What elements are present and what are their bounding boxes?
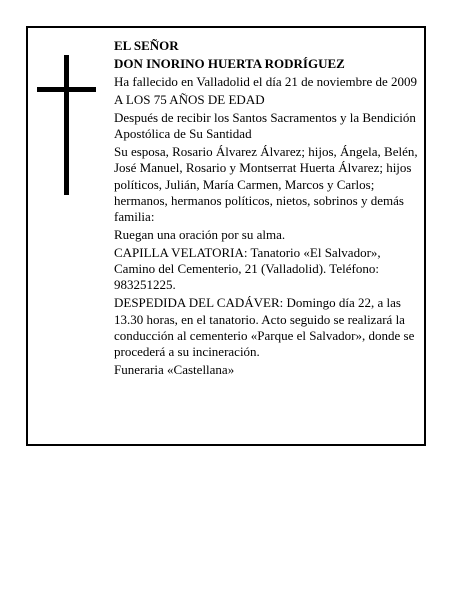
death-info: Ha fallecido en Valladolid el día 21 de noviembre de 2009: [114, 74, 417, 89]
family-paragraph: Su esposa, Rosario Álvarez Álvarez; hijos, Ángela, Belén, José Manuel, Rosario y Montserrat Huerta Álvarez; hijos políticos, Julián, María Carmen, Marcos y Carlos; hermanos, hermanos políticos, nietos, sobrinos y demás familia:: [114, 144, 418, 225]
deceased-name: DON INORINO HUERTA RODRÍGUEZ: [114, 56, 345, 71]
prayer-line: Ruegan una oración por su alma.: [114, 227, 286, 243]
age-line: A LOS 75 AÑOS DE EDAD: [114, 92, 265, 107]
funeral-home: Funeraria «Castellana»: [114, 362, 235, 378]
farewell-info: DESPEDIDA DEL CADÁVER: Domingo día 22, a las 13.30 horas, en el tanatorio. Acto seguido se realizará la conducción al cementerio «Parque el Salvador», donde se procederá a su incineración.: [114, 295, 415, 360]
cross-icon-crossbar: [37, 87, 96, 92]
cross-icon: [64, 55, 69, 195]
obituary-text: [114, 38, 422, 380]
chapel-info: CAPILLA VELATORIA: Tanatorio «El Salvador», Camino del Cementerio, 21 (Valladolid). Teléfono: 983251225.: [114, 245, 381, 293]
title-line: EL SEÑOR: [114, 38, 179, 53]
sacraments-line: Después de recibir los Santos Sacramentos y la Bendición Apostólica de Su Santidad: [114, 110, 416, 142]
